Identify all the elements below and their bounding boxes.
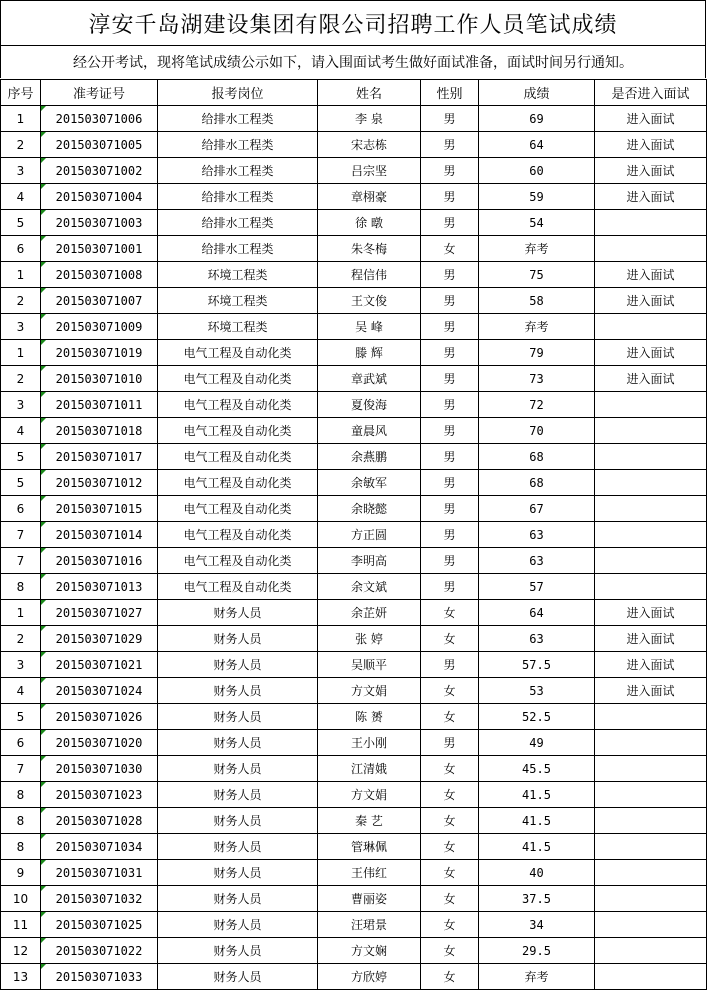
cell-exam-number: 201503071024 xyxy=(41,678,158,704)
cell-interview: 进入面试 xyxy=(595,626,707,652)
cell-gender: 男 xyxy=(421,392,479,418)
table-row xyxy=(1,392,707,418)
cell-position: 财务人员 xyxy=(158,938,318,964)
cell-position: 财务人员 xyxy=(158,912,318,938)
cell-score: 58 xyxy=(479,288,595,314)
cell-index: 4 xyxy=(1,184,41,210)
cell-index: 8 xyxy=(1,834,41,860)
cell-score: 45.5 xyxy=(479,756,595,782)
column-header-score: 成绩 xyxy=(479,80,595,106)
cell-name: 徐 暾 xyxy=(318,210,421,236)
cell-position: 财务人员 xyxy=(158,652,318,678)
cell-gender: 男 xyxy=(421,184,479,210)
cell-interview: 进入面试 xyxy=(595,600,707,626)
table-row xyxy=(1,912,707,938)
cell-index: 12 xyxy=(1,938,41,964)
cell-index: 2 xyxy=(1,288,41,314)
cell-position: 环境工程类 xyxy=(158,262,318,288)
cell-name: 方文娟 xyxy=(318,782,421,808)
table-row xyxy=(1,158,707,184)
cell-position: 给排水工程类 xyxy=(158,132,318,158)
cell-position: 电气工程及自动化类 xyxy=(158,444,318,470)
cell-name: 夏俊海 xyxy=(318,392,421,418)
cell-name: 陈 赟 xyxy=(318,704,421,730)
cell-score: 41.5 xyxy=(479,834,595,860)
cell-exam-number: 201503071029 xyxy=(41,626,158,652)
cell-interview xyxy=(595,964,707,990)
cell-name: 程信伟 xyxy=(318,262,421,288)
cell-interview xyxy=(595,496,707,522)
cell-exam-number: 201503071020 xyxy=(41,730,158,756)
cell-score: 69 xyxy=(479,106,595,132)
cell-gender: 女 xyxy=(421,860,479,886)
cell-index: 8 xyxy=(1,574,41,600)
cell-gender: 女 xyxy=(421,600,479,626)
cell-gender: 男 xyxy=(421,652,479,678)
cell-gender: 男 xyxy=(421,366,479,392)
cell-interview xyxy=(595,236,707,262)
cell-interview: 进入面试 xyxy=(595,678,707,704)
cell-position: 电气工程及自动化类 xyxy=(158,522,318,548)
cell-position: 环境工程类 xyxy=(158,288,318,314)
cell-exam-number: 201503071033 xyxy=(41,964,158,990)
cell-exam-number: 201503071015 xyxy=(41,496,158,522)
cell-position: 财务人员 xyxy=(158,886,318,912)
cell-index: 7 xyxy=(1,548,41,574)
cell-score: 37.5 xyxy=(479,886,595,912)
cell-name: 吴 峰 xyxy=(318,314,421,340)
table-row xyxy=(1,366,707,392)
cell-position: 财务人员 xyxy=(158,704,318,730)
cell-score: 弃考 xyxy=(479,314,595,340)
cell-gender: 女 xyxy=(421,834,479,860)
table-row xyxy=(1,600,707,626)
cell-score: 57 xyxy=(479,574,595,600)
cell-index: 2 xyxy=(1,132,41,158)
cell-index: 7 xyxy=(1,756,41,782)
cell-score: 52.5 xyxy=(479,704,595,730)
cell-exam-number: 201503071003 xyxy=(41,210,158,236)
table-row xyxy=(1,964,707,990)
cell-position: 电气工程及自动化类 xyxy=(158,418,318,444)
cell-name: 曹丽姿 xyxy=(318,886,421,912)
cell-index: 13 xyxy=(1,964,41,990)
cell-gender: 女 xyxy=(421,704,479,730)
cell-interview xyxy=(595,782,707,808)
cell-gender: 男 xyxy=(421,262,479,288)
cell-interview: 进入面试 xyxy=(595,340,707,366)
table-row xyxy=(1,444,707,470)
cell-interview xyxy=(595,470,707,496)
cell-index: 1 xyxy=(1,106,41,132)
table-row xyxy=(1,184,707,210)
score-table xyxy=(0,79,707,990)
cell-name: 滕 辉 xyxy=(318,340,421,366)
cell-interview xyxy=(595,418,707,444)
cell-index: 5 xyxy=(1,704,41,730)
cell-interview: 进入面试 xyxy=(595,106,707,132)
cell-gender: 女 xyxy=(421,938,479,964)
cell-exam-number: 201503071002 xyxy=(41,158,158,184)
cell-exam-number: 201503071012 xyxy=(41,470,158,496)
table-row xyxy=(1,470,707,496)
cell-exam-number: 201503071006 xyxy=(41,106,158,132)
cell-position: 给排水工程类 xyxy=(158,106,318,132)
cell-score: 弃考 xyxy=(479,236,595,262)
notice-text: 经公开考试，现将笔试成绩公示如下，请入围面试考生做好面试准备，面试时间另行通知。 xyxy=(0,45,706,78)
cell-index: 6 xyxy=(1,236,41,262)
cell-gender: 男 xyxy=(421,340,479,366)
cell-name: 方文娟 xyxy=(318,678,421,704)
cell-score: 57.5 xyxy=(479,652,595,678)
table-row xyxy=(1,808,707,834)
cell-interview xyxy=(595,704,707,730)
cell-interview xyxy=(595,522,707,548)
cell-index: 4 xyxy=(1,678,41,704)
cell-position: 给排水工程类 xyxy=(158,184,318,210)
cell-score: 59 xyxy=(479,184,595,210)
cell-position: 电气工程及自动化类 xyxy=(158,574,318,600)
cell-gender: 女 xyxy=(421,808,479,834)
cell-score: 63 xyxy=(479,522,595,548)
cell-name: 余晓懿 xyxy=(318,496,421,522)
cell-exam-number: 201503071014 xyxy=(41,522,158,548)
column-header-gender: 性别 xyxy=(421,80,479,106)
cell-exam-number: 201503071009 xyxy=(41,314,158,340)
cell-position: 财务人员 xyxy=(158,860,318,886)
cell-interview xyxy=(595,938,707,964)
cell-position: 电气工程及自动化类 xyxy=(158,366,318,392)
cell-name: 李明高 xyxy=(318,548,421,574)
table-row xyxy=(1,548,707,574)
cell-name: 朱冬梅 xyxy=(318,236,421,262)
page-title: 淳安千岛湖建设集团有限公司招聘工作人员笔试成绩 xyxy=(0,0,706,46)
cell-score: 75 xyxy=(479,262,595,288)
cell-score: 53 xyxy=(479,678,595,704)
cell-index: 5 xyxy=(1,210,41,236)
table-row xyxy=(1,704,707,730)
cell-exam-number: 201503071005 xyxy=(41,132,158,158)
cell-interview: 进入面试 xyxy=(595,184,707,210)
cell-gender: 男 xyxy=(421,548,479,574)
column-header-interview: 是否进入面试 xyxy=(595,80,707,106)
cell-score: 40 xyxy=(479,860,595,886)
table-row xyxy=(1,106,707,132)
cell-position: 电气工程及自动化类 xyxy=(158,496,318,522)
table-row xyxy=(1,756,707,782)
cell-score: 弃考 xyxy=(479,964,595,990)
cell-interview xyxy=(595,210,707,236)
cell-gender: 女 xyxy=(421,678,479,704)
cell-name: 宋志栋 xyxy=(318,132,421,158)
cell-score: 41.5 xyxy=(479,782,595,808)
table-row xyxy=(1,678,707,704)
column-header-index: 序号 xyxy=(1,80,41,106)
cell-exam-number: 201503071016 xyxy=(41,548,158,574)
column-header-exam-number: 准考证号 xyxy=(41,80,158,106)
cell-exam-number: 201503071025 xyxy=(41,912,158,938)
cell-position: 财务人员 xyxy=(158,964,318,990)
cell-exam-number: 201503071008 xyxy=(41,262,158,288)
cell-interview: 进入面试 xyxy=(595,262,707,288)
cell-index: 2 xyxy=(1,366,41,392)
cell-index: 8 xyxy=(1,782,41,808)
cell-index: 8 xyxy=(1,808,41,834)
table-row xyxy=(1,860,707,886)
cell-gender: 女 xyxy=(421,756,479,782)
cell-position: 环境工程类 xyxy=(158,314,318,340)
cell-position: 财务人员 xyxy=(158,782,318,808)
cell-score: 29.5 xyxy=(479,938,595,964)
cell-score: 79 xyxy=(479,340,595,366)
cell-interview xyxy=(595,314,707,340)
cell-name: 吴顺平 xyxy=(318,652,421,678)
table-row xyxy=(1,626,707,652)
cell-position: 给排水工程类 xyxy=(158,236,318,262)
cell-gender: 女 xyxy=(421,912,479,938)
cell-index: 3 xyxy=(1,158,41,184)
cell-index: 2 xyxy=(1,626,41,652)
cell-position: 财务人员 xyxy=(158,756,318,782)
table-row xyxy=(1,236,707,262)
cell-name: 方正圆 xyxy=(318,522,421,548)
cell-interview xyxy=(595,574,707,600)
cell-exam-number: 201503071013 xyxy=(41,574,158,600)
table-row xyxy=(1,496,707,522)
table-row xyxy=(1,522,707,548)
table-header-row xyxy=(1,80,707,106)
cell-exam-number: 201503071023 xyxy=(41,782,158,808)
table-row xyxy=(1,782,707,808)
cell-gender: 女 xyxy=(421,782,479,808)
cell-position: 财务人员 xyxy=(158,808,318,834)
table-row xyxy=(1,886,707,912)
table-row xyxy=(1,938,707,964)
table-row xyxy=(1,210,707,236)
cell-exam-number: 201503071021 xyxy=(41,652,158,678)
cell-exam-number: 201503071032 xyxy=(41,886,158,912)
cell-exam-number: 201503071018 xyxy=(41,418,158,444)
cell-score: 49 xyxy=(479,730,595,756)
cell-exam-number: 201503071011 xyxy=(41,392,158,418)
cell-position: 电气工程及自动化类 xyxy=(158,392,318,418)
cell-interview xyxy=(595,834,707,860)
cell-score: 68 xyxy=(479,470,595,496)
cell-name: 王小刚 xyxy=(318,730,421,756)
cell-position: 电气工程及自动化类 xyxy=(158,548,318,574)
cell-name: 章武斌 xyxy=(318,366,421,392)
table-row xyxy=(1,132,707,158)
cell-exam-number: 201503071034 xyxy=(41,834,158,860)
cell-gender: 男 xyxy=(421,210,479,236)
cell-index: 3 xyxy=(1,314,41,340)
cell-exam-number: 201503071001 xyxy=(41,236,158,262)
cell-position: 财务人员 xyxy=(158,600,318,626)
cell-gender: 男 xyxy=(421,522,479,548)
cell-interview: 进入面试 xyxy=(595,158,707,184)
cell-exam-number: 201503071007 xyxy=(41,288,158,314)
cell-gender: 女 xyxy=(421,626,479,652)
cell-interview xyxy=(595,392,707,418)
cell-score: 54 xyxy=(479,210,595,236)
table-row xyxy=(1,730,707,756)
cell-interview xyxy=(595,808,707,834)
cell-interview xyxy=(595,912,707,938)
cell-index: 5 xyxy=(1,470,41,496)
cell-name: 余文斌 xyxy=(318,574,421,600)
cell-exam-number: 201503071027 xyxy=(41,600,158,626)
table-row xyxy=(1,834,707,860)
column-header-name: 姓名 xyxy=(318,80,421,106)
cell-score: 63 xyxy=(479,626,595,652)
cell-index: 1 xyxy=(1,600,41,626)
cell-name: 余敏军 xyxy=(318,470,421,496)
cell-gender: 男 xyxy=(421,418,479,444)
cell-gender: 男 xyxy=(421,132,479,158)
cell-index: 3 xyxy=(1,652,41,678)
cell-position: 财务人员 xyxy=(158,730,318,756)
cell-exam-number: 201503071022 xyxy=(41,938,158,964)
table-row xyxy=(1,418,707,444)
cell-name: 江清娥 xyxy=(318,756,421,782)
cell-exam-number: 201503071030 xyxy=(41,756,158,782)
cell-index: 9 xyxy=(1,860,41,886)
cell-gender: 女 xyxy=(421,236,479,262)
cell-gender: 男 xyxy=(421,106,479,132)
cell-interview xyxy=(595,444,707,470)
cell-interview xyxy=(595,730,707,756)
cell-exam-number: 201503071019 xyxy=(41,340,158,366)
cell-name: 李 泉 xyxy=(318,106,421,132)
cell-gender: 男 xyxy=(421,470,479,496)
table-row xyxy=(1,574,707,600)
cell-name: 章栩豪 xyxy=(318,184,421,210)
cell-exam-number: 201503071026 xyxy=(41,704,158,730)
cell-score: 64 xyxy=(479,600,595,626)
cell-gender: 女 xyxy=(421,886,479,912)
cell-score: 63 xyxy=(479,548,595,574)
cell-index: 5 xyxy=(1,444,41,470)
cell-name: 王文俊 xyxy=(318,288,421,314)
cell-gender: 男 xyxy=(421,288,479,314)
cell-index: 10 xyxy=(1,886,41,912)
cell-score: 68 xyxy=(479,444,595,470)
cell-index: 7 xyxy=(1,522,41,548)
cell-interview: 进入面试 xyxy=(595,288,707,314)
cell-interview xyxy=(595,860,707,886)
cell-exam-number: 201503071031 xyxy=(41,860,158,886)
cell-index: 4 xyxy=(1,418,41,444)
cell-gender: 男 xyxy=(421,158,479,184)
cell-position: 给排水工程类 xyxy=(158,158,318,184)
table-row xyxy=(1,288,707,314)
cell-name: 余燕鹏 xyxy=(318,444,421,470)
cell-name: 管琳佩 xyxy=(318,834,421,860)
cell-gender: 女 xyxy=(421,964,479,990)
cell-gender: 男 xyxy=(421,730,479,756)
cell-exam-number: 201503071004 xyxy=(41,184,158,210)
table-row xyxy=(1,262,707,288)
cell-name: 吕宗坚 xyxy=(318,158,421,184)
cell-name: 童晨风 xyxy=(318,418,421,444)
cell-gender: 男 xyxy=(421,444,479,470)
cell-index: 6 xyxy=(1,496,41,522)
column-header-position: 报考岗位 xyxy=(158,80,318,106)
cell-score: 41.5 xyxy=(479,808,595,834)
cell-position: 给排水工程类 xyxy=(158,210,318,236)
cell-exam-number: 201503071028 xyxy=(41,808,158,834)
cell-name: 余芷妍 xyxy=(318,600,421,626)
cell-gender: 男 xyxy=(421,314,479,340)
cell-score: 73 xyxy=(479,366,595,392)
cell-position: 电气工程及自动化类 xyxy=(158,470,318,496)
cell-score: 70 xyxy=(479,418,595,444)
cell-interview: 进入面试 xyxy=(595,366,707,392)
cell-interview xyxy=(595,548,707,574)
cell-exam-number: 201503071017 xyxy=(41,444,158,470)
cell-name: 秦 艺 xyxy=(318,808,421,834)
cell-position: 财务人员 xyxy=(158,678,318,704)
cell-score: 67 xyxy=(479,496,595,522)
table-row xyxy=(1,314,707,340)
cell-index: 1 xyxy=(1,340,41,366)
cell-index: 1 xyxy=(1,262,41,288)
cell-gender: 男 xyxy=(421,496,479,522)
cell-name: 方欣婷 xyxy=(318,964,421,990)
cell-index: 11 xyxy=(1,912,41,938)
cell-exam-number: 201503071010 xyxy=(41,366,158,392)
cell-name: 汪珺景 xyxy=(318,912,421,938)
cell-interview: 进入面试 xyxy=(595,652,707,678)
table-row xyxy=(1,652,707,678)
cell-name: 张 婷 xyxy=(318,626,421,652)
cell-score: 34 xyxy=(479,912,595,938)
cell-position: 财务人员 xyxy=(158,626,318,652)
cell-interview xyxy=(595,886,707,912)
cell-interview: 进入面试 xyxy=(595,132,707,158)
table-row xyxy=(1,340,707,366)
cell-gender: 男 xyxy=(421,574,479,600)
cell-score: 64 xyxy=(479,132,595,158)
cell-index: 3 xyxy=(1,392,41,418)
cell-position: 财务人员 xyxy=(158,834,318,860)
cell-position: 电气工程及自动化类 xyxy=(158,340,318,366)
cell-index: 6 xyxy=(1,730,41,756)
cell-name: 王伟红 xyxy=(318,860,421,886)
cell-score: 72 xyxy=(479,392,595,418)
cell-score: 60 xyxy=(479,158,595,184)
cell-name: 方文娴 xyxy=(318,938,421,964)
cell-interview xyxy=(595,756,707,782)
